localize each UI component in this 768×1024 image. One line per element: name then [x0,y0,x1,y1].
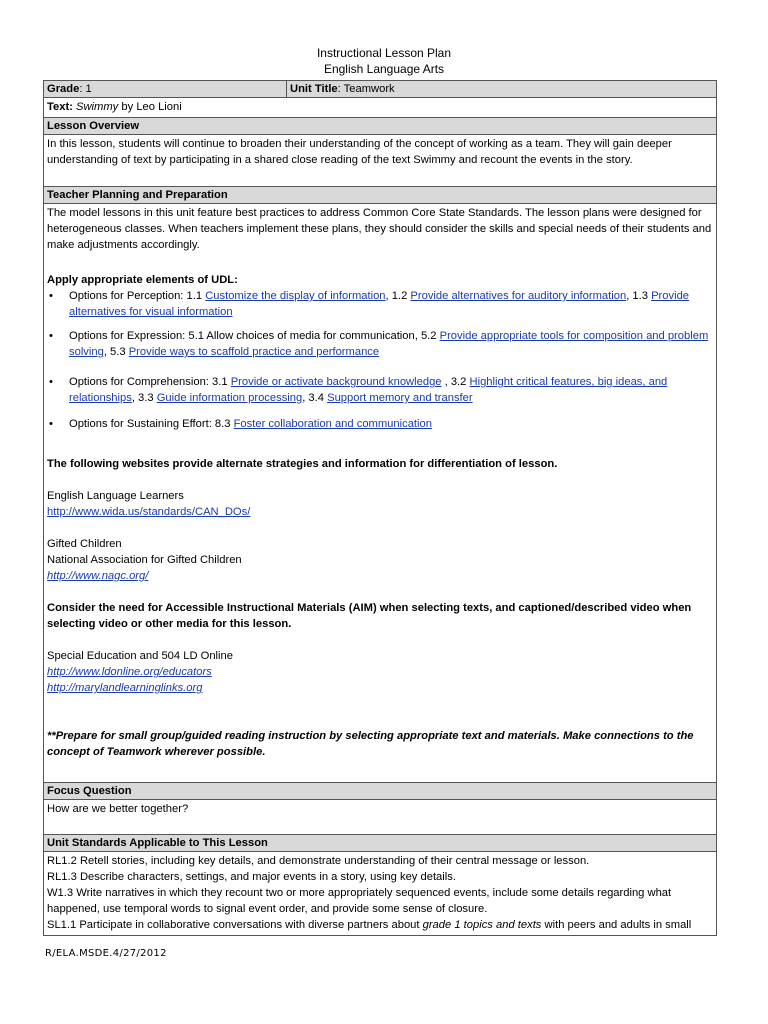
udl-item-effort [49,416,713,432]
unit-standards-heading-row [44,835,717,852]
bullet-icon: • [49,418,53,430]
teacher-planning-body-row [44,204,717,783]
lesson-overview-body-row [44,135,717,187]
standard-rl12: RL1.2 Retell stories, including key details, and demonstrate understanding of their central message or lesson. [47,855,590,867]
focus-question-body: How are we better together? [44,800,717,835]
grade-value: : 1 [79,83,92,95]
udl-list [47,288,713,432]
grade-row [44,81,717,98]
udl-link-auditory-alternatives[interactable]: Provide alternatives for auditory information [410,290,627,302]
standard-sl11-rest: with peers and adults in small [541,919,692,931]
udl-link-collaboration[interactable]: Foster collaboration and communication [233,418,432,430]
text-row [44,98,717,118]
standard-sl11 [47,917,713,933]
udl-link-background-knowledge[interactable]: Provide or activate background knowledge [230,376,442,388]
standard-sl11-topics: grade 1 topics and texts [422,919,542,931]
teacher-planning-body [44,204,717,783]
gifted-link[interactable]: http://www.nagc.org/ [47,570,149,582]
lesson-plan-table [43,80,717,936]
udl-link-composition-tools[interactable]: Provide appropriate tools for composition and problem solving [69,330,709,358]
gifted-label: Gifted Children [47,538,122,550]
udl-text: , 5.3 [103,346,129,358]
unit-title-cell [287,81,717,98]
ell-label: English Language Learners [47,490,184,502]
udl-text: , 1.3 [626,290,652,302]
bullet-icon: • [49,376,53,388]
focus-question-heading: Focus Question [44,783,717,800]
text-cell [44,98,717,118]
udl-item-expression [49,328,713,360]
standard-rl13: RL1.3 Describe characters, settings, and major events in a story, using key details. [47,871,456,883]
document-subject: English Language Arts [323,62,445,76]
teacher-planning-heading-row [44,187,717,204]
udl-text: , 3.3 [131,392,157,404]
ell-link[interactable]: http://www.wida.us/standards/CAN_DOs/ [47,506,251,518]
sped-link-ldonline[interactable]: http://www.ldonline.org/educators [47,666,212,678]
unit-standards-body [44,852,717,936]
udl-item-comprehension [49,374,713,406]
standard-w13: W1.3 Write narratives in which they recount two or more appropriately sequenced events, include some details regarding what happened, use temporal words to signal event order, and provide some sense of closure. [47,887,672,915]
lesson-overview-heading-row [44,118,717,135]
planning-intro: The model lessons in this unit feature best practices to address Common Core State Standards. The lesson plans were designed for heterogeneous classes. When teachers implement these plans, they should consider the skills and special needs of their students and make adjustments accordingly. [47,207,712,251]
udl-text: , 3.4 [302,392,328,404]
lesson-overview-body: In this lesson, students will continue to broaden their understanding of the concept of working as a team. They will gain deeper understanding of text by participating in a shared close reading of the text Swimmy and recount the events in the story. [44,135,717,187]
gifted-org: National Association for Gifted Children [47,554,242,566]
udl-text: Options for Perception: 1.1 [69,290,206,302]
bullet-icon: • [49,330,53,342]
prepare-note: **Prepare for small group/guided reading instruction by selecting appropriate text and materials. Make connections to the concept of Teamwork wherever possible. [47,730,694,758]
document-header [0,45,768,77]
udl-link-memory-transfer[interactable]: Support memory and transfer [327,392,473,404]
udl-item-perception [49,288,713,320]
udl-text: Options for Expression: 5.1 Allow choices of media for communication, 5.2 [69,330,440,342]
udl-text: , 1.2 [385,290,411,302]
unit-standards-body-row [44,852,717,936]
text-label: Text: [47,101,73,113]
udl-link-visual-alternatives[interactable]: Provide alternatives for visual information [69,290,690,318]
udl-link-scaffold-practice[interactable]: Provide ways to scaffold practice and performance [128,346,380,358]
grade-cell [44,81,287,98]
text-author: by Leo Lioni [118,101,182,113]
document-title: Instructional Lesson Plan [316,46,452,60]
grade-label: Grade [47,83,80,95]
page-footer: R/ELA.MSDE.4/27/2012 [45,948,167,959]
udl-link-customize-display[interactable]: Customize the display of information [205,290,386,302]
focus-question-body-row [44,800,717,835]
standard-sl11-text: SL1.1 Participate in collaborative conversations with diverse partners about [47,919,423,931]
teacher-planning-heading: Teacher Planning and Preparation [44,187,717,204]
sped-link-maryland[interactable]: http://marylandlearninglinks.org [47,682,203,694]
focus-question-heading-row [44,783,717,800]
udl-text: Options for Comprehension: 3.1 [69,376,231,388]
unit-standards-heading: Unit Standards Applicable to This Lesson [44,835,717,852]
lesson-overview-heading: Lesson Overview [44,118,717,135]
udl-text: , 3.2 [441,376,470,388]
udl-heading: Apply appropriate elements of UDL: [47,274,238,286]
websites-heading: The following websites provide alternate strategies and information for differentiation of lesson. [47,458,558,470]
udl-link-critical-features[interactable]: Highlight critical features, big ideas, and relationships [69,376,668,404]
udl-link-information-processing[interactable]: Guide information processing [156,392,303,404]
aim-text: Consider the need for Accessible Instructional Materials (AIM) when selecting texts, and captioned/described video when selecting video or other media for this lesson. [47,602,692,630]
text-title: Swimmy [76,101,119,113]
unit-title-value: : Teamwork [337,83,395,95]
bullet-icon: • [49,290,53,302]
udl-text: Options for Sustaining Effort: 8.3 [69,418,234,430]
unit-title-label: Unit Title [290,83,338,95]
sped-label: Special Education and 504 LD Online [47,650,233,662]
